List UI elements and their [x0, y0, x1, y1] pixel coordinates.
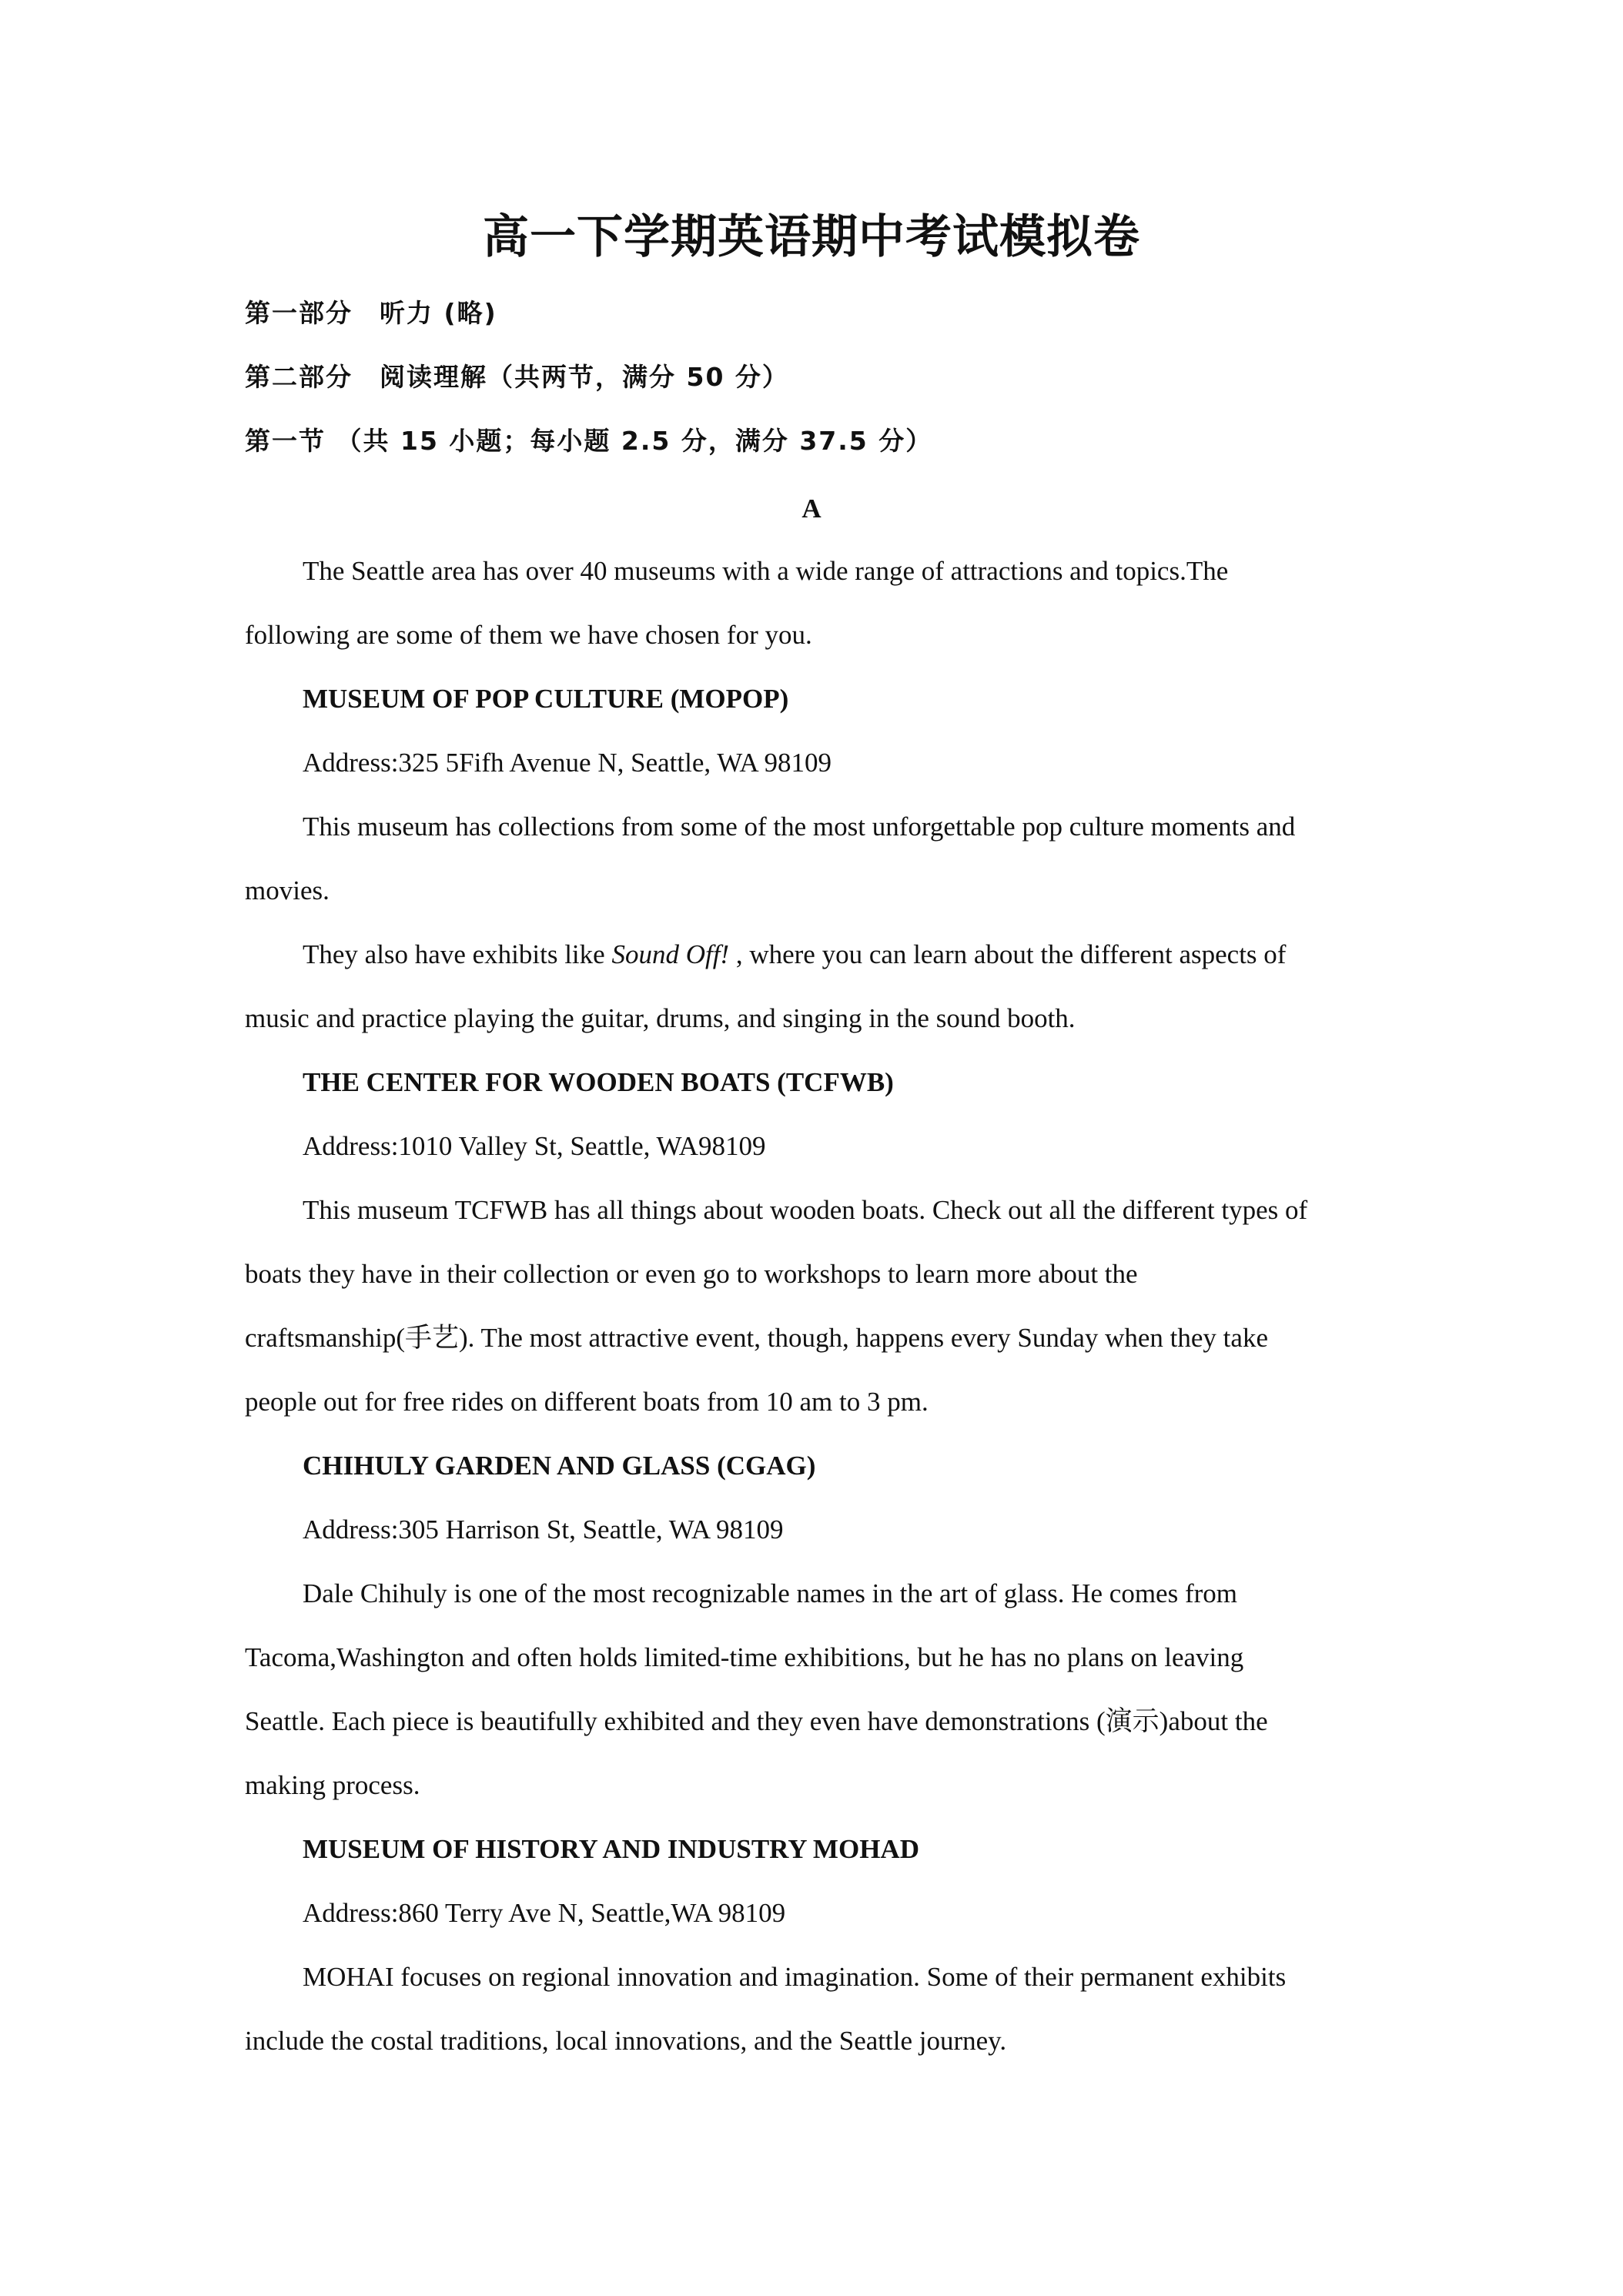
museum-heading-mohai: MUSEUM OF HISTORY AND INDUSTRY MOHAD — [303, 1834, 919, 1864]
museum-address-mopop: Address:325 5Fifh Avenue N, Seattle, WA 98109 — [303, 748, 832, 778]
page-title: 高一下学期英语期中考试模拟卷 — [483, 210, 1140, 264]
museum-text-line: people out for free rides on different boats from 10 am to 3 pm. — [245, 1387, 929, 1417]
exhibit-name-sound-off: Sound Off! — [611, 939, 736, 969]
museum-text-line: craftsmanship(手艺). The most attractive event, though, happens every Sunday when they take — [245, 1323, 1268, 1353]
museum-text-line: This museum TCFWB has all things about wooden boats. Check out all the different types of — [303, 1195, 1308, 1225]
museum-text-line: This museum has collections from some of the most unforgettable pop culture moments and — [303, 812, 1296, 842]
intro-line-2: following are some of them we have chosen for you. — [245, 620, 812, 650]
museum-address-cgag: Address:305 Harrison St, Seattle, WA 98109 — [303, 1514, 784, 1545]
museum-address-tcfwb: Address:1010 Valley St, Seattle, WA98109 — [303, 1131, 766, 1161]
museum-text-line: MOHAI focuses on regional innovation and imagination. Some of their permanent exhibits — [303, 1962, 1287, 1992]
museum-text-line: Seattle. Each piece is beautifully exhibited and they even have demonstrations (演示)about the — [245, 1706, 1268, 1736]
museum-heading-tcfwb: THE CENTER FOR WOODEN BOATS (TCFWB) — [303, 1067, 894, 1097]
section-one-heading: 第一节 （共 15 小题；每小题 2.5 分，满分 37.5 分） — [245, 426, 933, 456]
museum-heading-mopop: MUSEUM OF POP CULTURE (MOPOP) — [303, 684, 789, 714]
museum-text-line: music and practice playing the guitar, drums, and singing in the sound booth. — [245, 1003, 1076, 1033]
museum-text-line: boats they have in their collection or even go to workshops to learn more about the — [245, 1259, 1138, 1289]
museum-address-mohai: Address:860 Terry Ave N, Seattle,WA 98109 — [303, 1898, 786, 1928]
museum-text-line: Dale Chihuly is one of the most recognizable names in the art of glass. He comes from — [303, 1578, 1237, 1608]
museum-text-line-exhibits — [303, 935, 1457, 974]
intro-line-1: The Seattle area has over 40 museums with a wide range of attractions and topics.The — [303, 556, 1229, 586]
part-two-heading: 第二部分 阅读理解（共两节，满分 50 分） — [245, 362, 789, 392]
part-one-heading: 第一部分 听力 (略) — [245, 298, 497, 328]
exhibits-text-post: , where you can learn about the different aspects of — [735, 939, 1287, 969]
museum-text-line: making process. — [245, 1770, 420, 1800]
museum-text-line: Tacoma,Washington and often holds limited-time exhibitions, but he has no plans on leaving — [245, 1642, 1244, 1672]
passage-label: A — [801, 494, 822, 524]
exhibits-text-pre: They also have exhibits like — [303, 939, 612, 969]
museum-heading-cgag: CHIHULY GARDEN AND GLASS (CGAG) — [303, 1451, 816, 1481]
museum-text-line: movies. — [245, 875, 330, 905]
museum-text-line: include the costal traditions, local innovations, and the Seattle journey. — [245, 2026, 1007, 2056]
